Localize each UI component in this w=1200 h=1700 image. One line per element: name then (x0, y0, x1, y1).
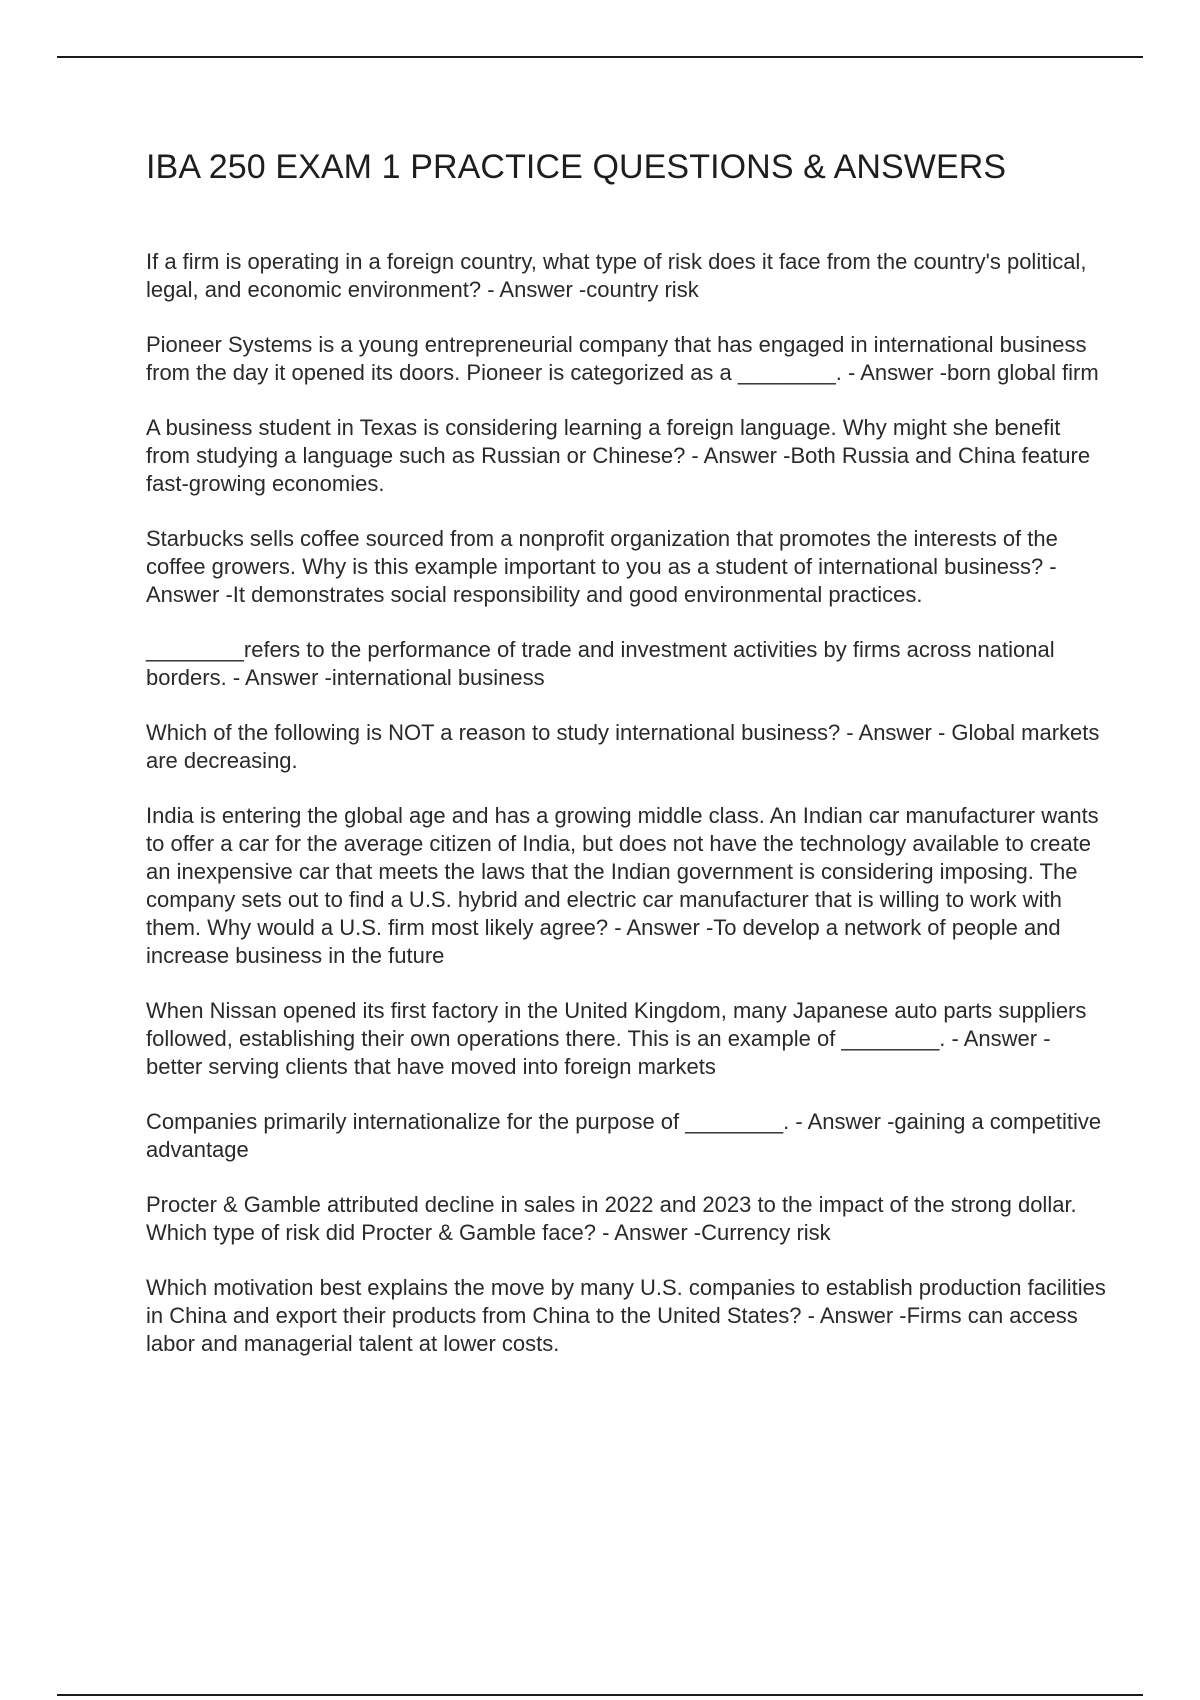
qa-item: ________refers to the performance of trade and investment activities by firms across national borders. - Answer -international business (146, 637, 1055, 690)
qa-item: Pioneer Systems is a young entrepreneurial company that has engaged in international business from the day it opened its doors. Pioneer is categorized as a ________. - Answer -born global firm (146, 332, 1099, 385)
qa-item: Which motivation best explains the move by many U.S. companies to establish production facilities in China and export their products from China to the United States? - Answer -Firms can access labor and managerial talent at lower costs. (146, 1275, 1106, 1356)
qa-item: Companies primarily internationalize for the purpose of ________. - Answer -gaining a competitive advantage (146, 1109, 1102, 1162)
qa-item: A business student in Texas is considering learning a foreign language. Why might she benefit from studying a language such as Russian or Chinese? - Answer -Both Russia and China feature fast-growing economies. (146, 415, 1091, 496)
qa-item: Procter & Gamble attributed decline in sales in 2022 and 2023 to the impact of the strong dollar. Which type of risk did Procter & Gamble face? - Answer -Currency risk (146, 1192, 1077, 1245)
qa-item: Starbucks sells coffee sourced from a nonprofit organization that promotes the interests of the coffee growers. Why is this example important to you as a student of international business? - Answer -It demonstrates social responsibility and good environmental practices. (146, 526, 1058, 607)
bottom-divider (57, 1694, 1143, 1696)
qa-item: India is entering the global age and has a growing middle class. An Indian car manufacturer wants to offer a car for the average citizen of India, but does not have the technology available to create an inexpensive car that meets the laws that the Indian government is considering imposing. The company sets out to find a U.S. hybrid and electric car manufacturer that is willing to work with them. Why would a U.S. firm most likely agree? - Answer -To develop a network of people and increase business in the future (146, 803, 1099, 968)
qa-item: If a firm is operating in a foreign country, what type of risk does it face from the country's political, legal, and economic environment? - Answer -country risk (146, 249, 1087, 302)
qa-list (146, 248, 1106, 1358)
document-body (146, 138, 1106, 1385)
document-title: IBA 250 EXAM 1 PRACTICE QUESTIONS & ANSWERS (146, 148, 1007, 186)
qa-item: Which of the following is NOT a reason to study international business? - Answer - Global markets are decreasing. (146, 720, 1100, 773)
qa-item: When Nissan opened its first factory in the United Kingdom, many Japanese auto parts suppliers followed, establishing their own operations there. This is an example of ________. - Answer -better serving clients that have moved into foreign markets (146, 998, 1087, 1079)
top-divider (57, 56, 1143, 58)
